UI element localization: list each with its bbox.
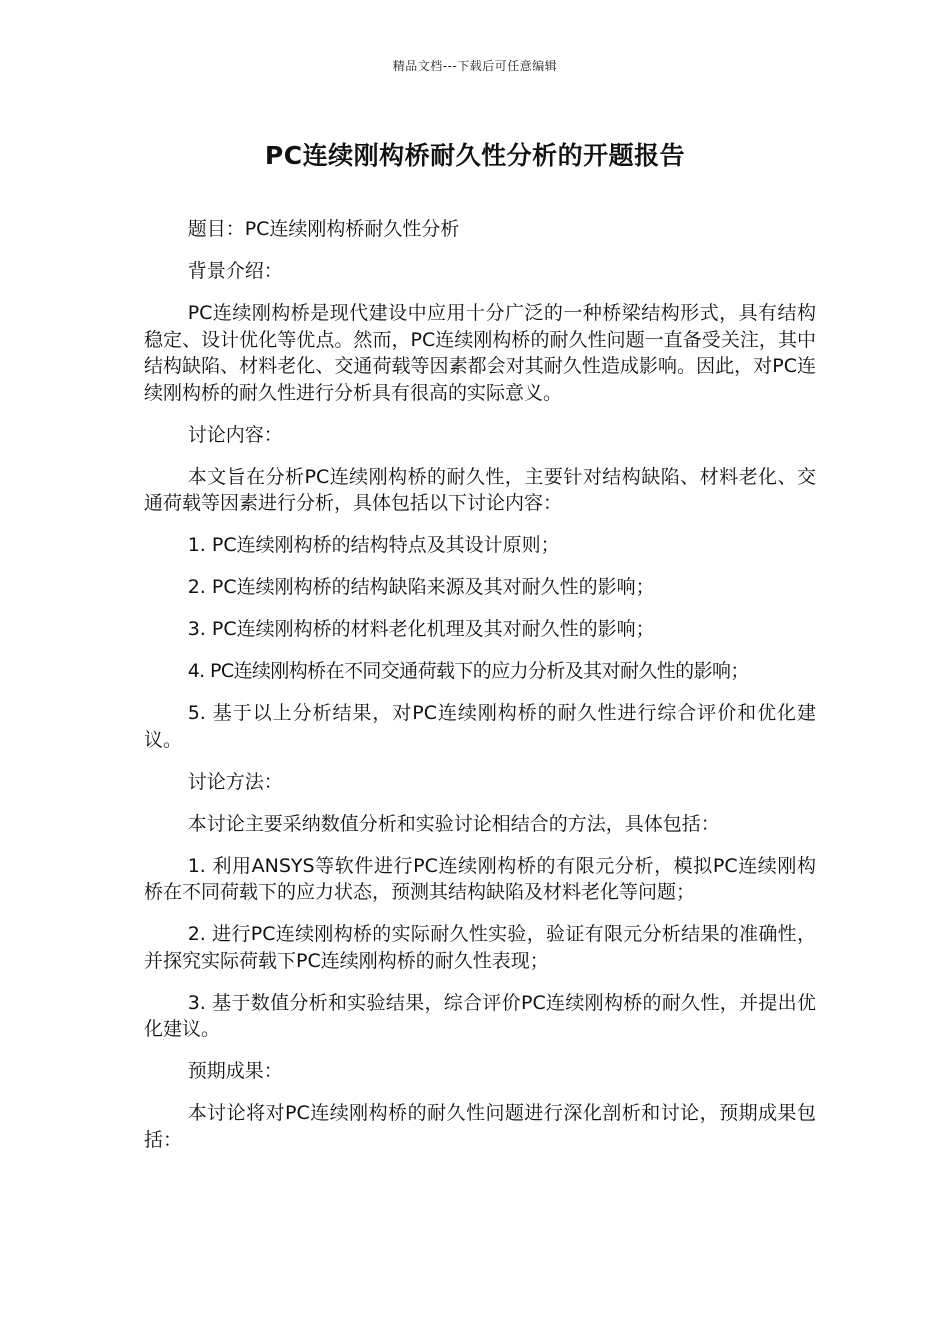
document-title: PC连续刚构桥耐久性分析的开题报告 <box>264 141 686 170</box>
section-heading-content: 讨论内容： <box>187 423 283 446</box>
content-item-1: 1. PC连续刚构桥的结构特点及其设计原则； <box>187 534 560 556</box>
topic-line: 题目：PC连续刚构桥耐久性分析 <box>187 218 460 240</box>
header-note: 精品文档---下载后可任意编辑 <box>392 59 558 73</box>
section-heading-outcomes: 预期成果： <box>187 1060 283 1082</box>
method-item-1: 1. 利用ANSYS等软件进行PC连续刚构桥的有限元分析，模拟PC连续刚构桥在不同荷载下的应力状态，预测其结构缺陷及材料老化等问题； <box>144 854 816 903</box>
background-paragraph: PC连续刚构桥是现代建设中应用十分广泛的一种桥梁结构形式，具有结构稳定、设计优化等优点。然而，PC连续刚构桥的耐久性问题一直备受关注，其中结构缺陷、材料老化、交通荷载等因素都会对其耐久性造成影响。因此，对PC连续刚构桥的耐久性进行分析具有很高的实际意义。 <box>144 302 816 404</box>
content-item-4: 4. PC连续刚构桥在不同交通荷载下的应力分析及其对耐久性的影响； <box>187 660 749 682</box>
method-item-3: 3. 基于数值分析和实验结果，综合评价PC连续刚构桥的耐久性，并提出优化建议。 <box>144 991 816 1040</box>
content-item-2: 2. PC连续刚构桥的结构缺陷来源及其对耐久性的影响； <box>187 576 655 598</box>
outcomes-intro-paragraph: 本讨论将对PC连续刚构桥的耐久性问题进行深化剖析和讨论，预期成果包括： <box>144 1102 816 1151</box>
section-heading-background: 背景介绍： <box>187 260 283 282</box>
content-intro-paragraph: 本文旨在分析PC连续刚构桥的耐久性，主要针对结构缺陷、材料老化、交通荷载等因素进行分析，具体包括以下讨论内容： <box>144 465 816 514</box>
method-item-2: 2. 进行PC连续刚构桥的实际耐久性实验，验证有限元分析结果的准确性，并探究实际荷载下PC连续刚构桥的耐久性表现； <box>144 923 816 972</box>
document-body <box>144 216 816 1169</box>
content-item-3: 3. PC连续刚构桥的材料老化机理及其对耐久性的影响； <box>187 618 655 640</box>
section-heading-methods: 讨论方法： <box>187 770 283 793</box>
content-item-5: 5. 基于以上分析结果，对PC连续刚构桥的耐久性进行综合评价和优化建议。 <box>144 702 816 751</box>
methods-intro-paragraph: 本讨论主要采纳数值分析和实验讨论相结合的方法，具体包括： <box>187 812 720 835</box>
